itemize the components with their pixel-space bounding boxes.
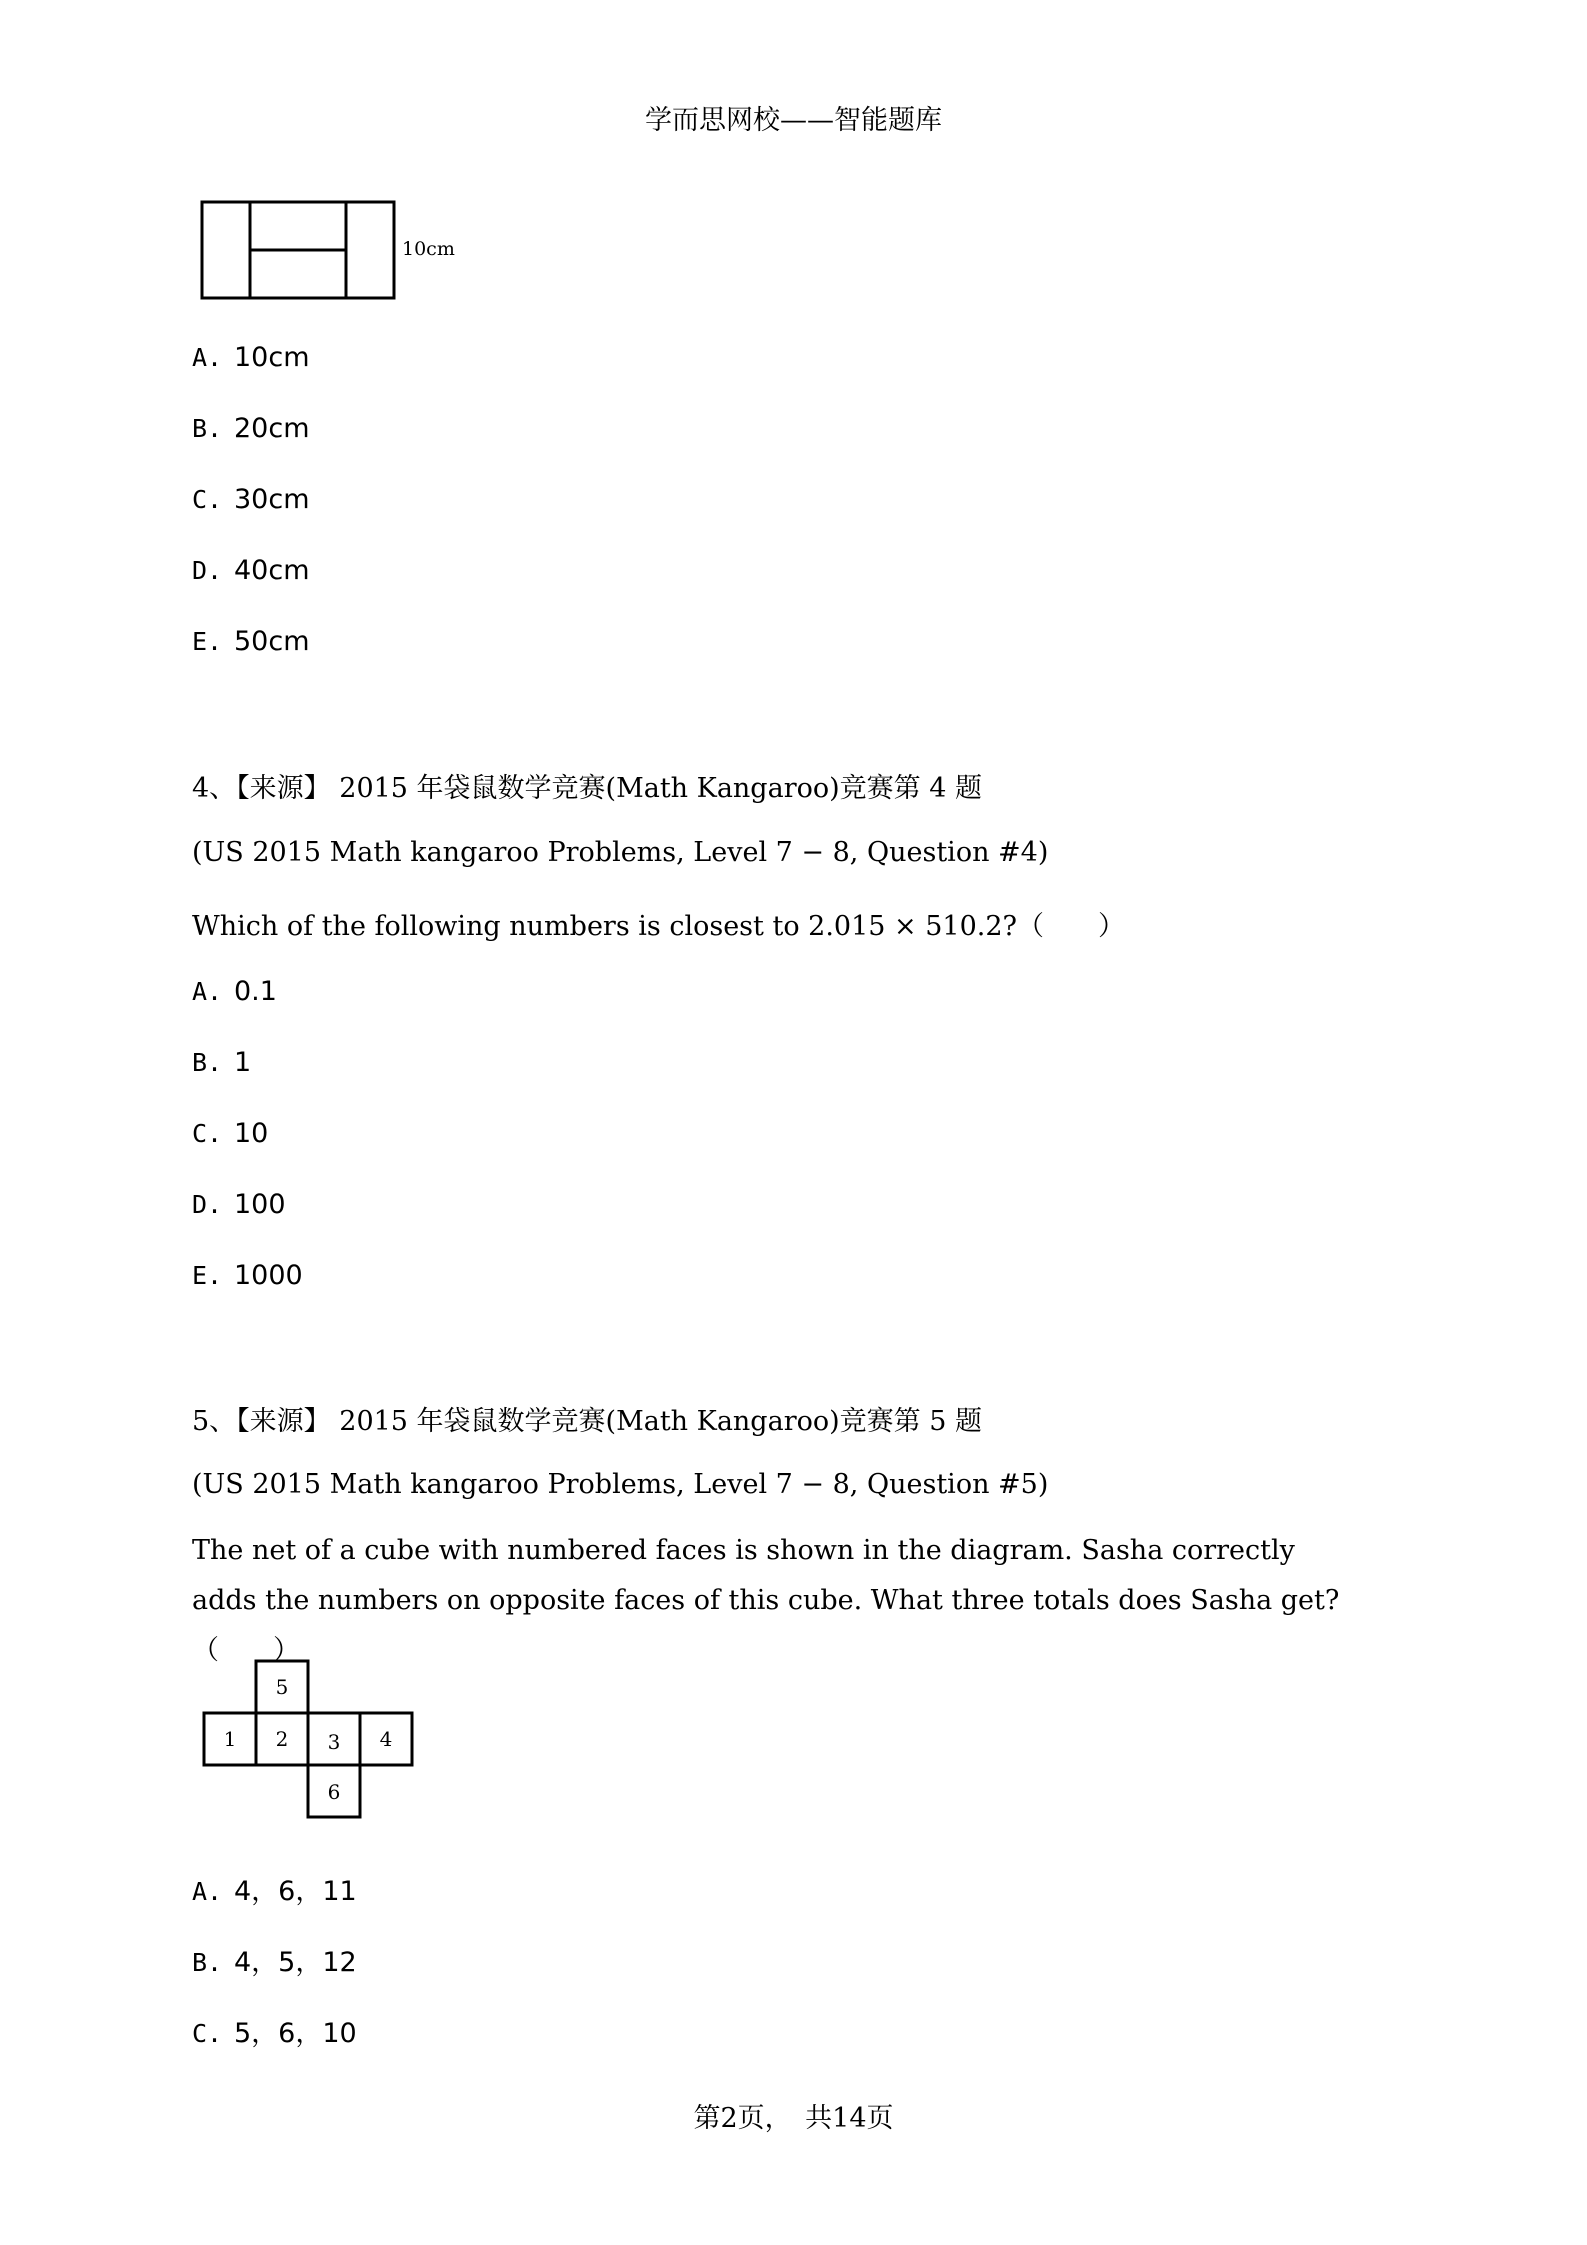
question-5-reference: (US 2015 Math kangaroo Problems, Level 7 − 8, Question #5): [192, 1469, 1049, 1500]
option-letter: B.: [192, 414, 223, 443]
page-footer-number: 第2页， 共14页: [693, 2103, 894, 2134]
page-header-title: 学而思网校——智能题库: [645, 105, 942, 136]
option-b[interactable]: [192, 1047, 251, 1078]
rectangle-figure: [198, 198, 468, 302]
option-letter: B.: [192, 1948, 223, 1977]
side-length-label: 10cm: [402, 238, 455, 260]
question-4-text: Which of the following numbers is closest to 2.015 × 510.2?（ ）: [192, 911, 1126, 942]
option-c[interactable]: [192, 484, 310, 515]
option-value: 20cm: [234, 413, 310, 444]
option-a[interactable]: [192, 976, 277, 1007]
option-c[interactable]: [192, 1118, 268, 1149]
option-letter: C.: [192, 2019, 223, 2048]
option-value: 40cm: [234, 555, 310, 586]
option-value: 50cm: [234, 626, 310, 657]
option-letter: A.: [192, 1877, 223, 1906]
option-value: 5，6，10: [234, 2018, 357, 2049]
option-letter: A.: [192, 343, 223, 372]
cube-net-figure: [198, 1658, 420, 1830]
option-b[interactable]: [192, 413, 310, 444]
net-number: 2: [275, 1727, 289, 1751]
option-value: 0.1: [234, 976, 277, 1007]
option-e[interactable]: [192, 626, 310, 657]
option-value: 10: [234, 1118, 269, 1149]
question-4-source: 4、【来源】 2015 年袋鼠数学竞赛(Math Kangaroo)竞赛第 4 题: [192, 773, 982, 804]
option-letter: C.: [192, 1119, 223, 1148]
net-number: 3: [327, 1730, 341, 1754]
net-number: 1: [223, 1727, 237, 1751]
option-d[interactable]: [192, 1189, 286, 1220]
option-letter: D.: [192, 556, 223, 585]
option-letter: E.: [192, 1261, 223, 1290]
option-letter: C.: [192, 485, 223, 514]
question-4-reference: (US 2015 Math kangaroo Problems, Level 7 − 8, Question #4): [192, 837, 1049, 868]
option-a[interactable]: [192, 1869, 357, 1908]
net-number: 6: [327, 1780, 341, 1804]
question-5-text: The net of a cube with numbered faces is shown in the diagram. Sasha correctly adds the numbers on opposite faces of this cube. What three totals does Sasha get?（ ）: [192, 1535, 1340, 1666]
option-value: 10cm: [234, 342, 310, 373]
option-value: 100: [234, 1189, 286, 1220]
option-a[interactable]: [192, 342, 310, 373]
option-value: 1000: [234, 1260, 303, 1291]
option-letter: D.: [192, 1190, 223, 1219]
option-value: 4，6，11: [234, 1876, 357, 1907]
option-letter: B.: [192, 1048, 223, 1077]
option-value: 1: [234, 1047, 252, 1078]
option-letter: A.: [192, 977, 223, 1006]
option-value: 4，5，12: [234, 1947, 357, 1978]
option-e[interactable]: [192, 1260, 303, 1291]
option-letter: E.: [192, 627, 223, 656]
option-d[interactable]: [192, 555, 310, 586]
option-value: 30cm: [234, 484, 310, 515]
net-number: 4: [379, 1727, 393, 1751]
option-b[interactable]: [192, 1940, 357, 1979]
option-c[interactable]: [192, 2011, 357, 2050]
net-number: 5: [275, 1675, 289, 1699]
question-5-source: 5、【来源】 2015 年袋鼠数学竞赛(Math Kangaroo)竞赛第 5 题: [192, 1406, 982, 1437]
